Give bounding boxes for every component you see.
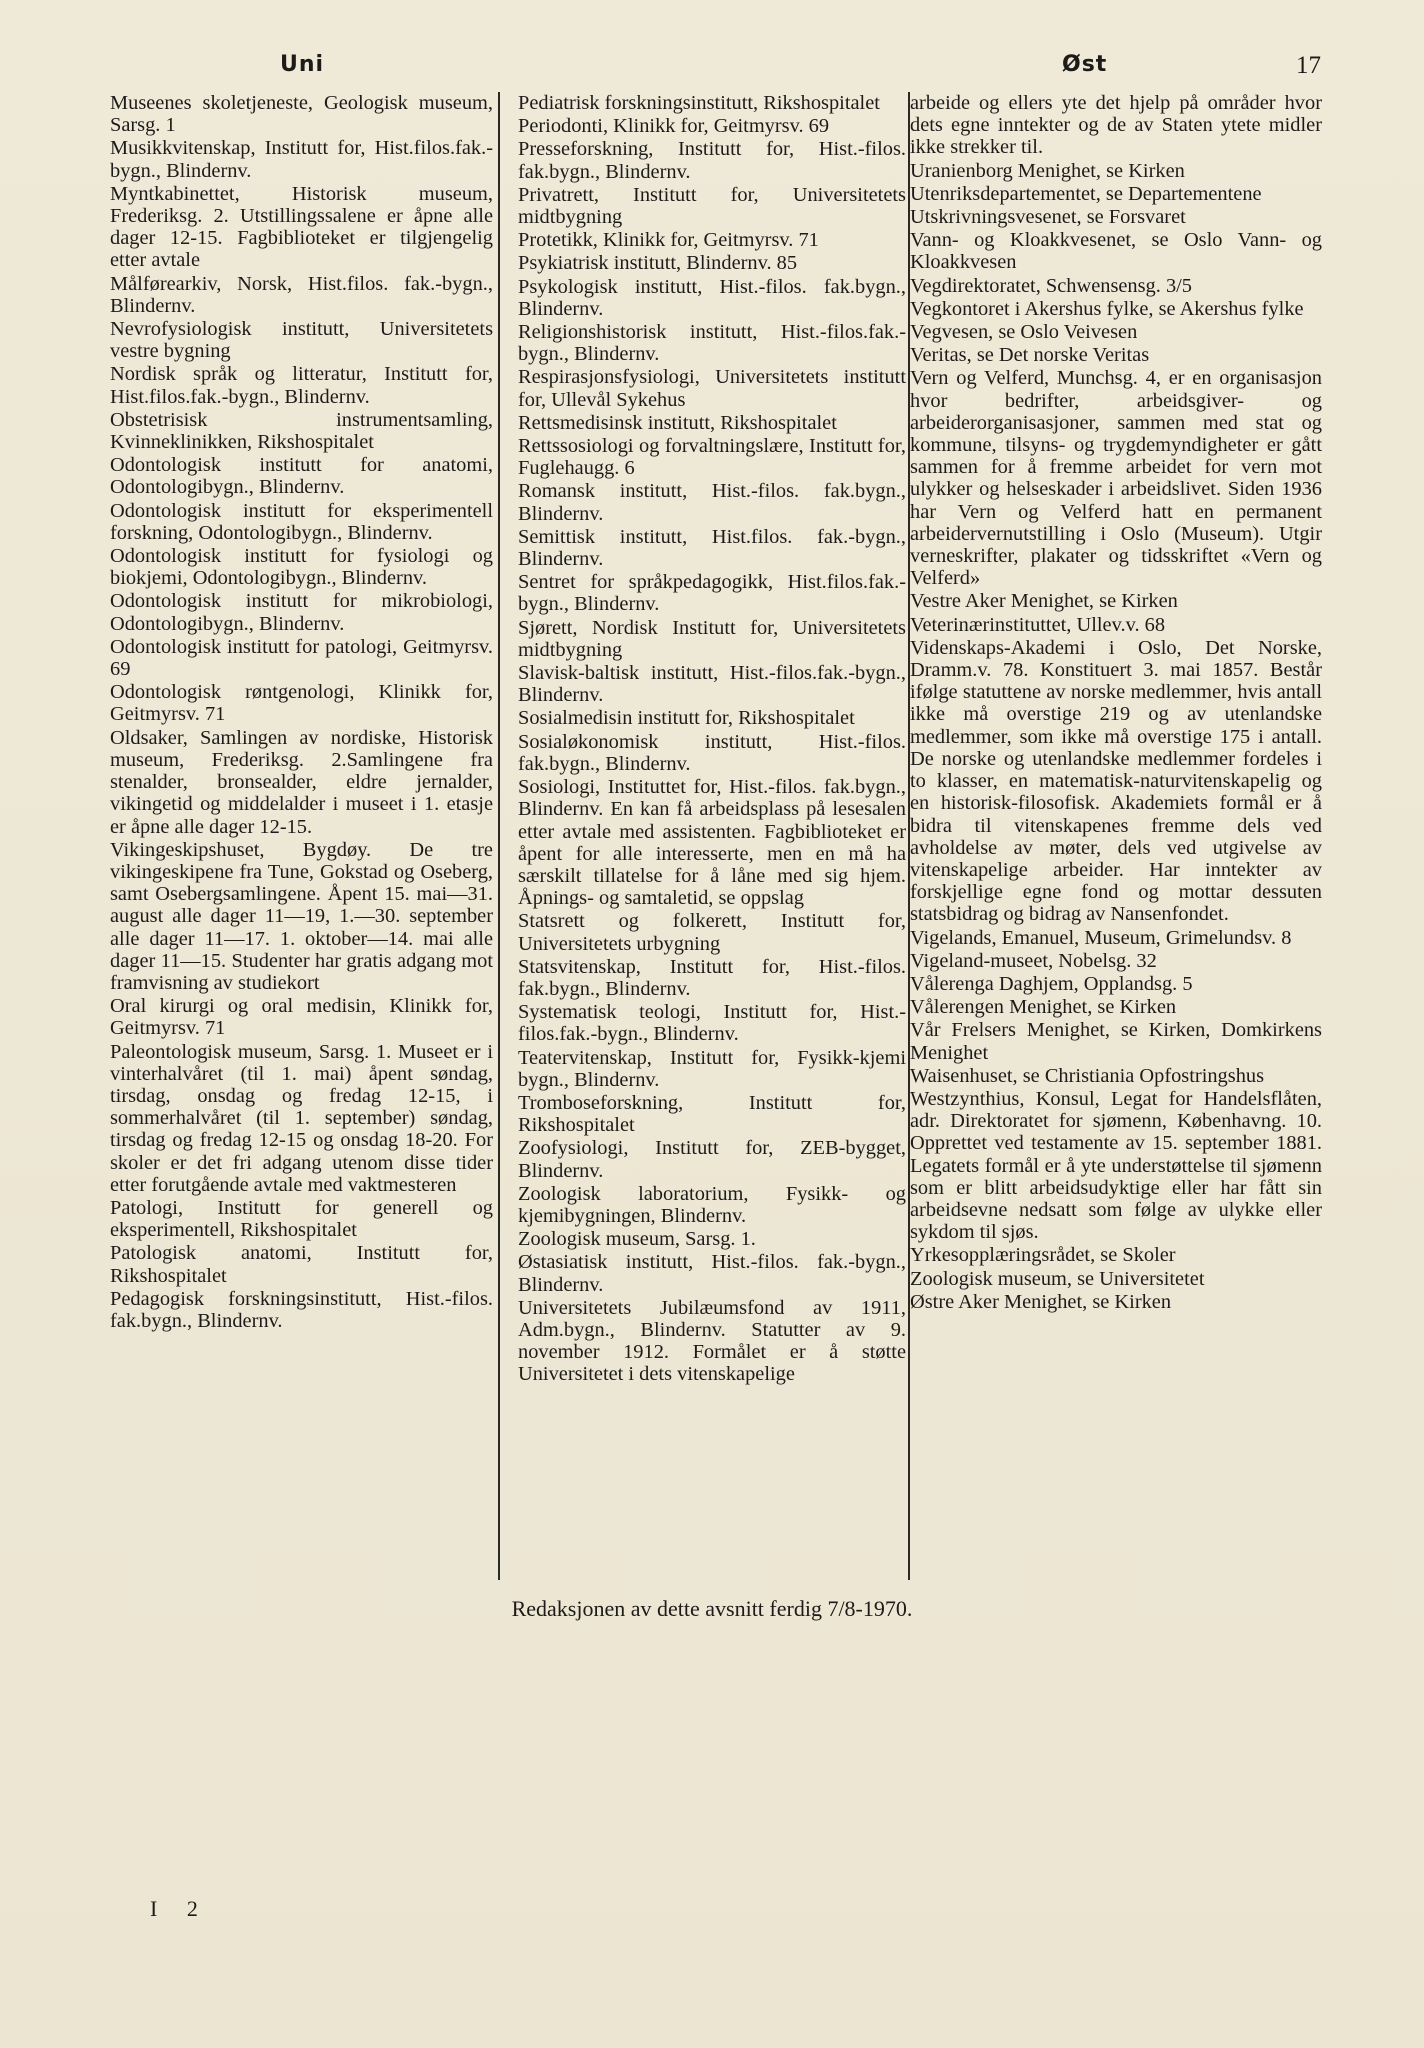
directory-entry: Oldsaker, Samlingen av nordiske, Historisk museum, Frederiksg. 2.Samlingene fra stenalder, bronsealder, eldre jernalder, vikingetid og middelalder i museet i 1. etasje er åpne alle dager 12-15. bbox=[110, 726, 493, 838]
directory-entry: Nevrofysiologisk institutt, Universitetets vestre bygning bbox=[110, 318, 493, 363]
column-1 bbox=[110, 92, 493, 1333]
directory-entry: Sosialøkonomisk institutt, Hist.-filos. fak.bygn., Blindernv. bbox=[518, 730, 906, 775]
directory-entry: Pedagogisk forskningsinstitutt, Hist.-filos. fak.bygn., Blindernv. bbox=[110, 1287, 493, 1332]
directory-entry: Vern og Velferd, Munchsg. 4, er en organisasjon hvor bedrifter, arbeidsgiver- og arbeiderorganisasjoner, sammen med stat og kommune, tilsyns- og trygdemyndigheter er gått sammen for å fremme arbeidet for vern mot ulykker og helseskader i arbeidslivet. Siden 1936 har Vern og Velferd hatt en permanent arbeidervernutstilling i Oslo (Museum). Utgir verneskrifter, plakater og tidsskriftet «Vern og Velferd» bbox=[910, 367, 1322, 590]
column-divider bbox=[498, 92, 500, 1580]
directory-entry: Odontologisk institutt for mikrobiologi, Odontologibygn., Blindernv. bbox=[110, 590, 493, 635]
directory-entry: Protetikk, Klinikk for, Geitmyrsv. 71 bbox=[518, 229, 819, 252]
directory-entry: Veritas, se Det norske Veritas bbox=[910, 344, 1150, 367]
directory-entry: Religionshistorisk institutt, Hist.-filos.fak.-bygn., Blindernv. bbox=[518, 321, 906, 366]
directory-entry: Semittisk institutt, Hist.filos. fak.-bygn., Blindernv. bbox=[518, 525, 906, 571]
column-3 bbox=[910, 92, 1322, 1314]
directory-entry: Målførearkiv, Norsk, Hist.filos. fak.-bygn., Blindernv. bbox=[110, 272, 493, 317]
directory-entry: Vålerengen Menighet, se Kirken bbox=[910, 996, 1177, 1019]
directory-entry: Paleontologisk museum, Sarsg. 1. Museet er i vinterhalvåret (til 1. mai) åpent søndag, tirsdag, onsdag og fredag 12-15, i sommerhalvåret (til 1. september) søndag, tirsdag og fredag 12-15 og onsdag 18-20. For skoler er det fri adgang utenom disse tider etter forutgående avtale med vaktmesteren bbox=[110, 1040, 493, 1196]
directory-entry: Zoologisk museum, Sarsg. 1. bbox=[518, 1228, 756, 1251]
directory-entry: Utenriksdepartementet, se Departementene bbox=[910, 182, 1262, 205]
directory-entry: Østasiatisk institutt, Hist.-filos. fak.-bygn., Blindernv. bbox=[518, 1251, 906, 1296]
directory-entry: Psykologisk institutt, Hist.-filos. fak.bygn., Blindernv. bbox=[518, 275, 906, 320]
directory-entry: Statsvitenskap, Institutt for, Hist.-filos. fak.bygn., Blindernv. bbox=[518, 955, 906, 1000]
directory-entry: Pediatrisk forskningsinstitutt, Rikshospitalet bbox=[518, 92, 880, 114]
directory-entry: Musikkvitenskap, Institutt for, Hist.filos.fak.-bygn., Blindernv. bbox=[110, 137, 493, 182]
directory-entry: Waisenhuset, se Christiania Opfostringshus bbox=[910, 1064, 1265, 1087]
directory-entry: Uranienborg Menighet, se Kirken bbox=[910, 159, 1185, 182]
directory-entry: Sosialmedisin institutt for, Rikshospitalet bbox=[518, 707, 855, 730]
signature-mark: I 2 bbox=[150, 1896, 198, 1921]
directory-entry: Teatervitenskap, Institutt for, Fysikk-kjemi bygn., Blindernv. bbox=[518, 1046, 906, 1091]
directory-entry: Vestre Aker Menighet, se Kirken bbox=[910, 590, 1178, 613]
directory-entry: Universitetets Jubilæumsfond av 1911, Adm.bygn., Blindernv. Statutter av 9. november 1912. Formålet er å støtte Universitetet i dets vitenskapelige bbox=[518, 1296, 906, 1386]
directory-entry: Privatrett, Institutt for, Universitetets midtbygning bbox=[518, 183, 906, 229]
directory-entry: Psykiatrisk institutt, Blindernv. 85 bbox=[518, 252, 798, 275]
directory-entry: Statsrett og folkerett, Institutt for, Universitetets urbygning bbox=[518, 910, 906, 955]
header-left-guide-word: Uni bbox=[280, 52, 325, 77]
directory-entry: Utskrivningsvesenet, se Forsvaret bbox=[910, 206, 1186, 229]
directory-entry: Videnskaps-Akademi i Oslo, Det Norske, Dramm.v. 78. Konstituert 3. mai 1857. Består ifølge statuttene av norske medlemmer, hvis antall ikke må overstige 219 og av utenlandske medlemmer, som ikke må overstige 175 i antall. De norske og utenlandske medlemmer fordeles i to klasser, en matematisk-naturvitenskapelig og en historisk-filosofisk. Akademiets formål er å bidra til vitenskapenes fremme dels ved avholdelse av møter, dels ved utgivelse av vitenskapelige arbeider. Har inntekter av forskjellige egne fond og mottar dessuten statsbidrag og bidrag av Nansenfondet. bbox=[910, 636, 1322, 926]
directory-entry: Odontologisk institutt for eksperimentell forskning, Odontologibygn., Blindernv. bbox=[110, 499, 493, 544]
directory-entry: Systematisk teologi, Institutt for, Hist.-filos.fak.-bygn., Blindernv. bbox=[518, 1001, 906, 1046]
directory-entry: Romansk institutt, Hist.-filos. fak.bygn., Blindernv. bbox=[518, 480, 906, 525]
directory-entry: Vikingeskipshuset, Bygdøy. De tre vikingeskipene fra Tune, Gokstad og Oseberg, samt Osebergsamlingene. Åpent 15. mai—31. august alle dager 11—19, 1.—30. september alle dager 11—17. 1. oktober—14. mai alle dager 11—15. Studenter har gratis adgang mot framvisning av studiekort bbox=[110, 838, 493, 994]
directory-entry: Tromboseforskning, Institutt for, Rikshospitalet bbox=[518, 1091, 906, 1137]
page-number: 17 bbox=[1296, 52, 1321, 79]
directory-entry: Presseforskning, Institutt for, Hist.-filos. fak.bygn., Blindernv. bbox=[518, 138, 906, 183]
running-header bbox=[0, 52, 1424, 86]
directory-entry: Obstetrisisk instrumentsamling, Kvinneklinikken, Rikshospitalet bbox=[110, 408, 493, 454]
directory-entry: Sentret for språkpedagogikk, Hist.filos.fak.-bygn., Blindernv. bbox=[518, 571, 906, 616]
directory-entry: Patologi, Institutt for generell og eksperimentell, Rikshospitalet bbox=[110, 1196, 493, 1242]
directory-entry: Zoofysiologi, Institutt for, ZEB-bygget, Blindernv. bbox=[518, 1137, 906, 1182]
directory-entry: Museenes skoletjeneste, Geologisk museum, Sarsg. 1 bbox=[110, 92, 493, 137]
directory-entry: Sosiologi, Instituttet for, Hist.-filos. fak.bygn., Blindernv. En kan få arbeidsplass på lesesalen etter avtale med assistenten. Fagbiblioteket er åpent for alle interesserte, men en må ha særskilt tillatelse for å låne med sig hjem. Åpnings- og samtaletid, se oppslag bbox=[518, 776, 906, 910]
directory-entry: Vår Frelsers Menighet, se Kirken, Domkirkens Menighet bbox=[910, 1019, 1322, 1064]
directory-entry: Vegkontoret i Akershus fylke, se Akershus fylke bbox=[910, 297, 1304, 320]
directory-entry: Vålerenga Daghjem, Opplandsg. 5 bbox=[910, 972, 1193, 995]
directory-entry: Vigelands, Emanuel, Museum, Grimelundsv. 8 bbox=[910, 926, 1292, 949]
directory-entry: Vegdirektoratet, Schwensensg. 3/5 bbox=[910, 274, 1193, 297]
directory-entry: Zoologisk museum, se Universitetet bbox=[910, 1267, 1205, 1290]
directory-entry: Odontologisk institutt for fysiologi og biokjemi, Odontologibygn., Blindernv. bbox=[110, 545, 493, 590]
directory-entry: Vegvesen, se Oslo Veivesen bbox=[910, 321, 1138, 344]
header-right-guide-word: Øst bbox=[1062, 52, 1108, 77]
directory-entry: Rettssosiologi og forvaltningslære, Institutt for, Fuglehaugg. 6 bbox=[518, 435, 906, 480]
directory-entry: Westzynthius, Konsul, Legat for Handelsflåten, adr. Direktoratet for sjømenn, Københavng. 10. Opprettet ved testamente av 15. september 1881. Legatets formål er å yte understøttelse til sjømenn som er blitt arbeidsudyktige eller har fått sin arbeidsevne nedsatt som følge av ulykke eller sykdom til sjøs. bbox=[910, 1087, 1322, 1244]
directory-entry: Slavisk-baltisk institutt, Hist.-filos.fak.-bygn., Blindernv. bbox=[518, 662, 906, 707]
directory-entry: Periodonti, Klinikk for, Geitmyrsv. 69 bbox=[518, 115, 830, 138]
directory-entry: Vann- og Kloakkvesenet, se Oslo Vann- og Kloakkvesen bbox=[910, 229, 1322, 274]
directory-entry: Patologisk anatomi, Institutt for, Rikshospitalet bbox=[110, 1242, 493, 1287]
column-2 bbox=[518, 92, 906, 1387]
directory-entry: Østre Aker Menighet, se Kirken bbox=[910, 1290, 1172, 1313]
directory-entry: arbeide og ellers yte det hjelp på områder hvor dets egne inntekter og de av Staten ytete midler ikke strekker til. bbox=[910, 92, 1322, 159]
directory-entry: Nordisk språk og litteratur, Institutt for, Hist.filos.fak.-bygn., Blindernv. bbox=[110, 363, 493, 408]
directory-entry: Vigeland-museet, Nobelsg. 32 bbox=[910, 949, 1157, 972]
directory-entry: Oral kirurgi og oral medisin, Klinikk for, Geitmyrsv. 71 bbox=[110, 995, 493, 1040]
directory-entry: Odontologisk institutt for patologi, Geitmyrsv. 69 bbox=[110, 635, 493, 681]
directory-entry: Odontologisk institutt for anatomi, Odontologibygn., Blindernv. bbox=[110, 454, 493, 499]
directory-entry: Sjørett, Nordisk Institutt for, Universitetets midtbygning bbox=[518, 616, 906, 661]
directory-entry: Zoologisk laboratorium, Fysikk- og kjemibygningen, Blindernv. bbox=[518, 1182, 906, 1227]
directory-entry: Yrkesopplæringsrådet, se Skoler bbox=[910, 1244, 1176, 1267]
editorial-note: Redaksjonen av dette avsnitt ferdig 7/8-1970. bbox=[511, 1596, 913, 1621]
directory-entry: Veterinærinstituttet, Ullev.v. 68 bbox=[910, 613, 1166, 636]
directory-entry: Odontologisk røntgenologi, Klinikk for, Geitmyrsv. 71 bbox=[110, 681, 493, 726]
directory-entry: Respirasjonsfysiologi, Universitetets institutt for, Ullevål Sykehus bbox=[518, 366, 906, 411]
directory-entry: Myntkabinettet, Historisk museum, Frederiksg. 2. Utstillingssalene er åpne alle dager 12-15. Fagbiblioteket er tilgjengelig etter avtale bbox=[110, 182, 493, 272]
directory-entry: Rettsmedisinsk institutt, Rikshospitalet bbox=[518, 411, 837, 434]
